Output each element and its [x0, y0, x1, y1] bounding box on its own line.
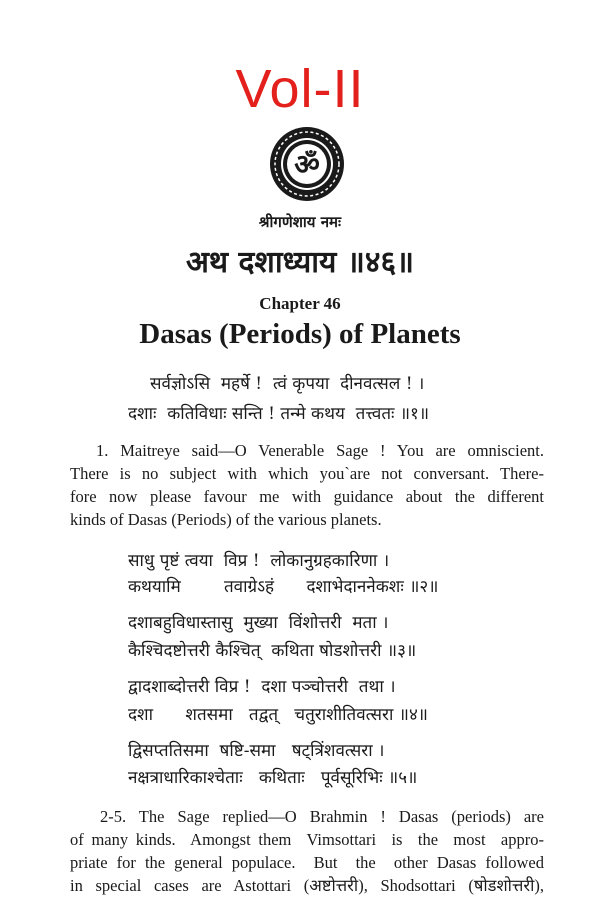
verse-line: नक्षत्राधारिकाश्चेताः कथिताः पूर्वसूरिभिः ॥५॥: [128, 768, 418, 788]
translation-line: in special cases are Astottari (अष्टोत्तरी), Shodsottari (षोडशोत्तरी),: [70, 876, 544, 895]
om-symbol-icon: [268, 125, 346, 203]
chapter-number: Chapter 46: [259, 294, 341, 313]
volume-label: Vol-II: [235, 59, 365, 119]
chapter-heading-sanskrit: अथ दशाध्याय ॥४६॥: [185, 245, 415, 280]
verse-line: कैश्चिदष्टोत्तरी कैश्चित् कथिता षोडशोत्तरी ॥३॥: [128, 641, 417, 661]
svg-text:ॐ: ॐ: [294, 148, 320, 181]
translation-line: 1. Maitreye said—O Venerable Sage ! You are omniscient.: [96, 441, 544, 460]
verse-line: दशाः कतिविधाः सन्ति ! तन्मे कथय तत्त्वतः ॥१॥: [128, 404, 430, 424]
translation-line: There is no subject with which you`are not conversant. There-: [70, 464, 544, 483]
verse-line: द्विसप्ततिसमा षष्टि-समा षट्त्रिंशवत्सरा ।: [128, 741, 385, 761]
chapter-title: Dasas (Periods) of Planets: [139, 318, 461, 350]
translation-line: priate for the general populace. But the other Dasas followed: [70, 853, 544, 872]
translation-line: kinds of Dasas (Periods) of the various planets.: [70, 510, 382, 529]
verse-line: साधु पृष्टं त्वया विप्र ! लोकानुग्रहकारिणा ।: [128, 551, 390, 571]
verse-line: सर्वज्ञोऽसि महर्षे ! त्वं कृपया दीनवत्सल ! ।: [150, 374, 425, 394]
verse-line: दशा शतसमा तद्वत् चतुराशीतिवत्सरा ॥४॥: [128, 705, 428, 725]
invocation: श्रीगणेशाय नमः: [258, 213, 342, 231]
verse-line: द्वादशाब्दोत्तरी विप्र ! दशा पञ्चोत्तरी तथा ।: [128, 677, 396, 697]
translation-line: 2-5. The Sage replied—O Brahmin ! Dasas (periods) are: [100, 807, 544, 826]
verse-line: दशाबहुविधास्तासु मुख्या विंशोत्तरी मता ।: [128, 613, 389, 633]
translation-line: fore now please favour me with guidance about the different: [70, 487, 544, 506]
translation-line: of many kinds. Amongst them Vimsottari is the most appro-: [70, 830, 544, 849]
verse-line: कथयामि तवाग्रेऽहं दशाभेदाननेकशः ॥२॥: [128, 577, 439, 597]
